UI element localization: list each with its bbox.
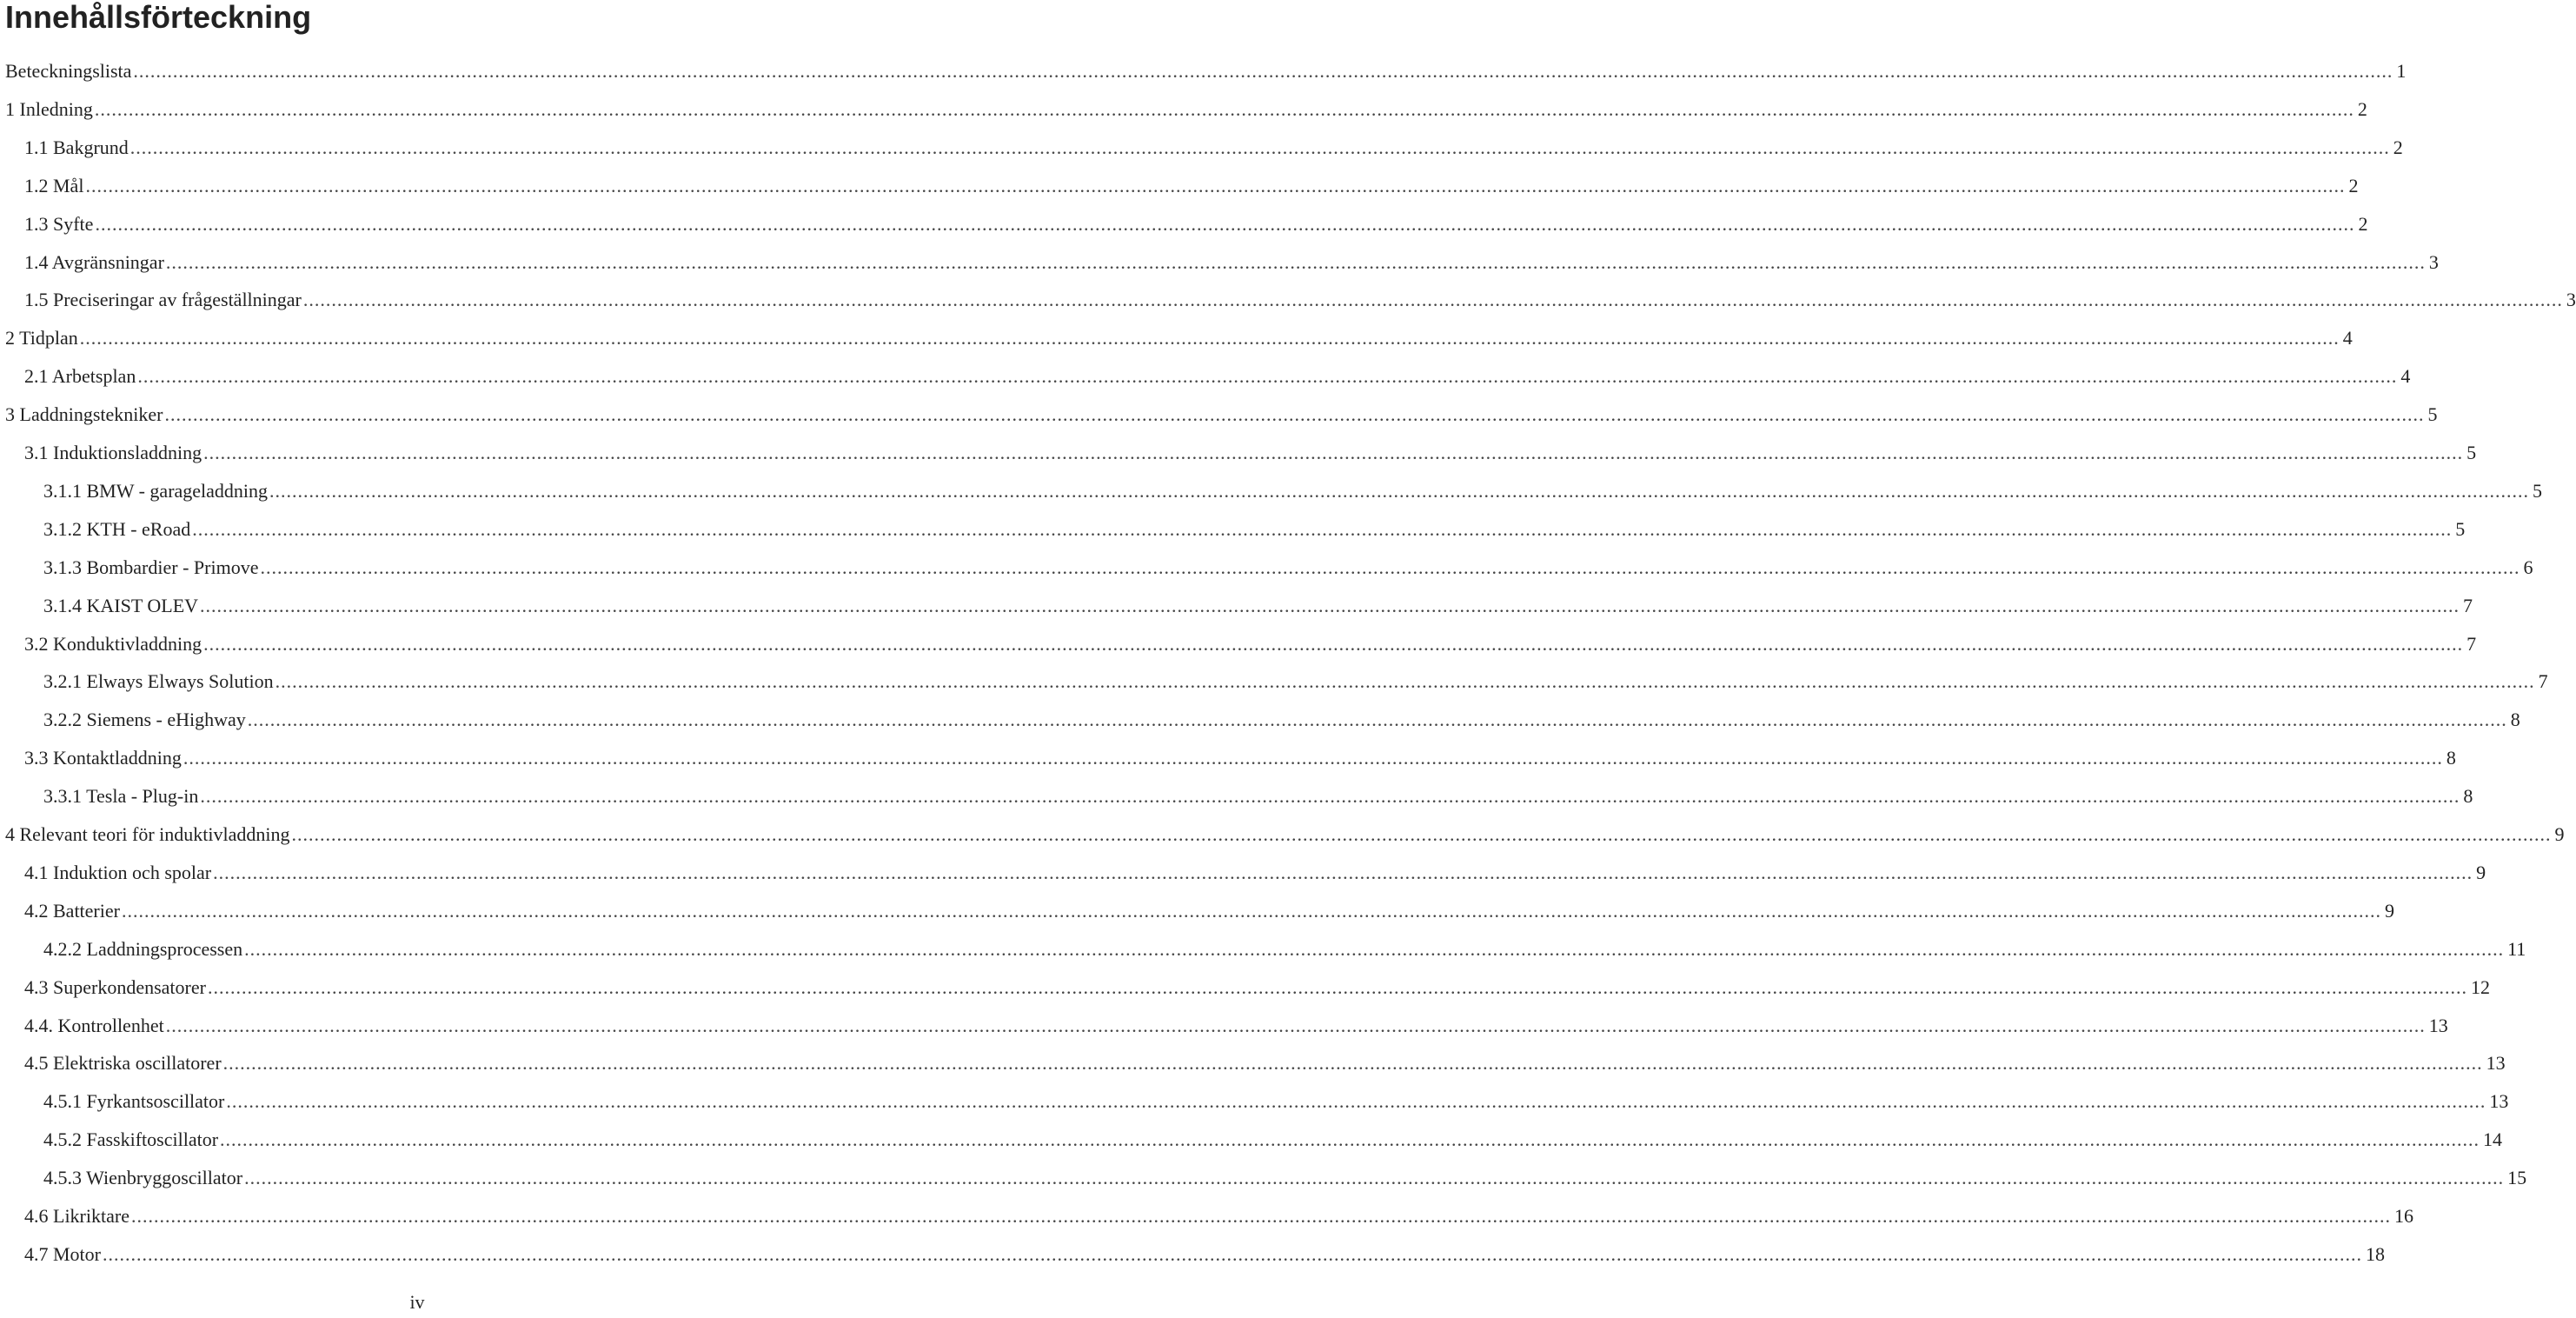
toc-entry[interactable]	[24, 243, 2439, 282]
toc-entry-page: 16	[2393, 1205, 2413, 1227]
toc-entry[interactable]	[43, 549, 2533, 587]
toc-entry-page: 9	[2476, 862, 2486, 883]
toc-entry[interactable]	[43, 701, 2520, 739]
toc-dot-leader: ................................................................................................................................................................................................................................................................................................................................................................................................................	[269, 480, 2530, 502]
toc-dot-leader: ................................................................................................................................................................................................................................................................................................................................................................................................................	[94, 98, 2354, 120]
toc-entry[interactable]	[24, 1197, 2413, 1235]
toc-entry-label: 4.1 Induktion och spolar	[24, 862, 212, 883]
toc-entry-page: 1	[2396, 60, 2407, 82]
toc-entry-page: 11	[2507, 938, 2526, 960]
toc-entry-label: 2.1 Arbetsplan	[24, 365, 136, 387]
toc-dot-leader: ................................................................................................................................................................................................................................................................................................................................................................................................................	[121, 900, 2381, 922]
toc-dot-leader: ................................................................................................................................................................................................................................................................................................................................................................................................................	[133, 60, 2393, 82]
toc-dot-leader: ................................................................................................................................................................................................................................................................................................................................................................................................................	[203, 633, 2464, 655]
toc-dot-leader: ................................................................................................................................................................................................................................................................................................................................................................................................................	[213, 862, 2473, 883]
toc-dot-leader: ................................................................................................................................................................................................................................................................................................................................................................................................................	[79, 327, 2340, 349]
toc-entry-page: 14	[2483, 1128, 2503, 1150]
toc-entry-label: 4.5 Elektriska oscillatorer	[24, 1052, 222, 1074]
toc-dot-leader: ................................................................................................................................................................................................................................................................................................................................................................................................................	[207, 976, 2467, 998]
toc-dot-leader: ................................................................................................................................................................................................................................................................................................................................................................................................................	[165, 251, 2426, 273]
toc-entry-page: 3	[2566, 289, 2576, 310]
toc-entry-page: 13	[2428, 1015, 2448, 1036]
toc-entry-label: 3.3 Kontaktladdning	[24, 747, 182, 769]
toc-entry-page: 2	[2348, 175, 2359, 196]
toc-entry-label: 1.3 Syfte	[24, 213, 94, 235]
page-number: iv	[409, 1291, 425, 1313]
toc-entry-label: 3.1.1 BMW - garageladdning	[43, 480, 269, 502]
toc-entry[interactable]	[24, 281, 2576, 319]
toc-entry-label: 1.4 Avgränsningar	[24, 251, 164, 273]
page-title: Innehållsförteckning	[5, 0, 312, 35]
toc-entry-label: 4.6 Likriktare	[24, 1205, 129, 1227]
toc-entry[interactable]	[5, 319, 2353, 357]
toc-entry[interactable]	[43, 472, 2543, 510]
toc-entry-label: 3.3.1 Tesla - Plug-in	[43, 785, 199, 807]
toc-entry-page: 6	[2523, 556, 2533, 578]
toc-entry-label: 4 Relevant teori för induktivladdning	[5, 823, 290, 845]
toc-dot-leader: ................................................................................................................................................................................................................................................................................................................................................................................................................	[103, 1243, 2362, 1265]
toc-dot-leader: ................................................................................................................................................................................................................................................................................................................................................................................................................	[260, 556, 2520, 578]
toc-entry[interactable]	[5, 815, 2565, 854]
toc-entry-page: 8	[2463, 785, 2473, 807]
toc-dot-leader: ................................................................................................................................................................................................................................................................................................................................................................................................................	[165, 1015, 2426, 1036]
toc-dot-leader: ................................................................................................................................................................................................................................................................................................................................................................................................................	[200, 595, 2460, 616]
toc-entry-page: 3	[2428, 251, 2439, 273]
toc-entry[interactable]	[43, 587, 2473, 625]
toc-entry-label: 2 Tidplan	[5, 327, 78, 349]
toc-entry[interactable]	[43, 510, 2466, 549]
toc-dot-leader: ................................................................................................................................................................................................................................................................................................................................................................................................................	[164, 403, 2425, 425]
toc-entry[interactable]	[24, 1007, 2448, 1045]
toc-entry-label: Beteckningslista	[5, 60, 132, 82]
toc-entry-page: 5	[2466, 442, 2477, 463]
toc-dot-leader: ................................................................................................................................................................................................................................................................................................................................................................................................................	[220, 1128, 2480, 1150]
toc-entry-label: 1.2 Mål	[24, 175, 84, 196]
toc-entry-page: 4	[2342, 327, 2353, 349]
toc-dot-leader: ................................................................................................................................................................................................................................................................................................................................................................................................................	[137, 365, 2398, 387]
toc-entry-label: 3.2.2 Siemens - eHighway	[43, 709, 246, 730]
toc-entry[interactable]	[24, 167, 2359, 205]
toc-entry[interactable]	[43, 930, 2526, 969]
toc-entry-page: 8	[2446, 747, 2456, 769]
toc-entry-label: 3.1.4 KAIST OLEV	[43, 595, 199, 616]
toc-entry-page: 5	[2455, 518, 2466, 540]
toc-entry-label: 4.4. Kontrollenhet	[24, 1015, 164, 1036]
toc-entry-page: 5	[2533, 480, 2543, 502]
toc-dot-leader: ................................................................................................................................................................................................................................................................................................................................................................................................................	[244, 1167, 2505, 1188]
toc-entry-label: 4.5.3 Wienbryggoscillator	[43, 1167, 243, 1188]
toc-entry[interactable]	[24, 129, 2403, 167]
toc-dot-leader: ................................................................................................................................................................................................................................................................................................................................................................................................................	[275, 670, 2535, 692]
toc-entry-page: 5	[2427, 403, 2438, 425]
toc-entry[interactable]	[43, 777, 2473, 815]
toc-entry-page: 12	[2470, 976, 2490, 998]
toc-dot-leader: ................................................................................................................................................................................................................................................................................................................................................................................................................	[130, 1205, 2391, 1227]
toc-entry-page: 2	[2393, 136, 2403, 158]
toc-dot-leader: ................................................................................................................................................................................................................................................................................................................................................................................................................	[200, 785, 2460, 807]
toc-entry-label: 3.2 Konduktivladdning	[24, 633, 202, 655]
toc-dot-leader: ................................................................................................................................................................................................................................................................................................................................................................................................................	[95, 213, 2355, 235]
toc-entry-label: 4.7 Motor	[24, 1243, 101, 1265]
toc-dot-leader: ................................................................................................................................................................................................................................................................................................................................................................................................................	[183, 747, 2443, 769]
toc-entry[interactable]	[24, 739, 2456, 777]
toc-entry-label: 3.2.1 Elways Elways Solution	[43, 670, 274, 692]
toc-entry[interactable]	[24, 357, 2411, 396]
toc-entry-page: 4	[2400, 365, 2411, 387]
toc-entry[interactable]	[43, 1121, 2503, 1159]
toc-entry-page: 8	[2510, 709, 2520, 730]
toc-entry-page: 9	[2384, 900, 2394, 922]
toc-entry-label: 3.1.3 Bombardier - Primove	[43, 556, 259, 578]
toc-dot-leader: ................................................................................................................................................................................................................................................................................................................................................................................................................	[302, 289, 2563, 310]
toc-entry-page: 7	[2463, 595, 2473, 616]
toc-entry[interactable]	[24, 969, 2490, 1007]
toc-entry-label: 4.2.2 Laddningsprocessen	[43, 938, 243, 960]
toc-dot-leader: ................................................................................................................................................................................................................................................................................................................................................................................................................	[226, 1090, 2486, 1112]
toc-dot-leader: ................................................................................................................................................................................................................................................................................................................................................................................................................	[222, 1052, 2483, 1074]
toc-entry-page: 7	[2466, 633, 2477, 655]
toc-entry-page: 9	[2554, 823, 2565, 845]
toc-entry-label: 4.5.1 Fyrkantsoscillator	[43, 1090, 225, 1112]
toc-entry[interactable]	[24, 892, 2394, 930]
toc-entry-label: 3.1 Induktionsladdning	[24, 442, 202, 463]
toc-entry-label: 1.1 Bakgrund	[24, 136, 129, 158]
toc-dot-leader: ................................................................................................................................................................................................................................................................................................................................................................................................................	[291, 823, 2552, 845]
toc-entry[interactable]	[43, 1159, 2527, 1197]
toc-entry[interactable]	[24, 625, 2477, 663]
toc-entry-page: 2	[2358, 213, 2368, 235]
toc-entry-label: 4.3 Superkondensatorer	[24, 976, 206, 998]
toc-dot-leader: ................................................................................................................................................................................................................................................................................................................................................................................................................	[247, 709, 2507, 730]
toc-entry-label: 1 Inledning	[5, 98, 93, 120]
toc-entry[interactable]	[5, 396, 2438, 434]
toc-dot-leader: ................................................................................................................................................................................................................................................................................................................................................................................................................	[244, 938, 2505, 960]
toc-dot-leader: ................................................................................................................................................................................................................................................................................................................................................................................................................	[129, 136, 2390, 158]
toc-entry-page: 13	[2489, 1090, 2509, 1112]
toc-entry[interactable]	[24, 205, 2368, 243]
toc-entry[interactable]	[24, 1044, 2506, 1082]
toc-entry-label: 4.5.2 Fasskiftoscillator	[43, 1128, 219, 1150]
toc-entry[interactable]	[24, 434, 2477, 472]
toc-entry[interactable]	[24, 854, 2486, 892]
toc-entry[interactable]	[5, 90, 2367, 129]
toc-entry-page: 18	[2366, 1243, 2385, 1265]
toc-dot-leader: ................................................................................................................................................................................................................................................................................................................................................................................................................	[192, 518, 2453, 540]
toc-dot-leader: ................................................................................................................................................................................................................................................................................................................................................................................................................	[85, 175, 2346, 196]
toc-entry-label: 3.1.2 KTH - eRoad	[43, 518, 191, 540]
toc-entry-label: 3 Laddningstekniker	[5, 403, 163, 425]
toc-entry[interactable]	[24, 1235, 2385, 1274]
toc-entry-page: 15	[2507, 1167, 2527, 1188]
toc-entry-label: 4.2 Batterier	[24, 900, 120, 922]
toc-entry-page: 7	[2538, 670, 2548, 692]
toc-entry-label: 1.5 Preciseringar av frågeställningar	[24, 289, 302, 310]
toc-entry-page: 2	[2357, 98, 2367, 120]
toc-entry[interactable]	[43, 662, 2548, 701]
toc-entry[interactable]	[5, 52, 2407, 90]
toc-entry-page: 13	[2486, 1052, 2506, 1074]
toc-dot-leader: ................................................................................................................................................................................................................................................................................................................................................................................................................	[203, 442, 2464, 463]
toc-entry[interactable]	[43, 1082, 2509, 1121]
